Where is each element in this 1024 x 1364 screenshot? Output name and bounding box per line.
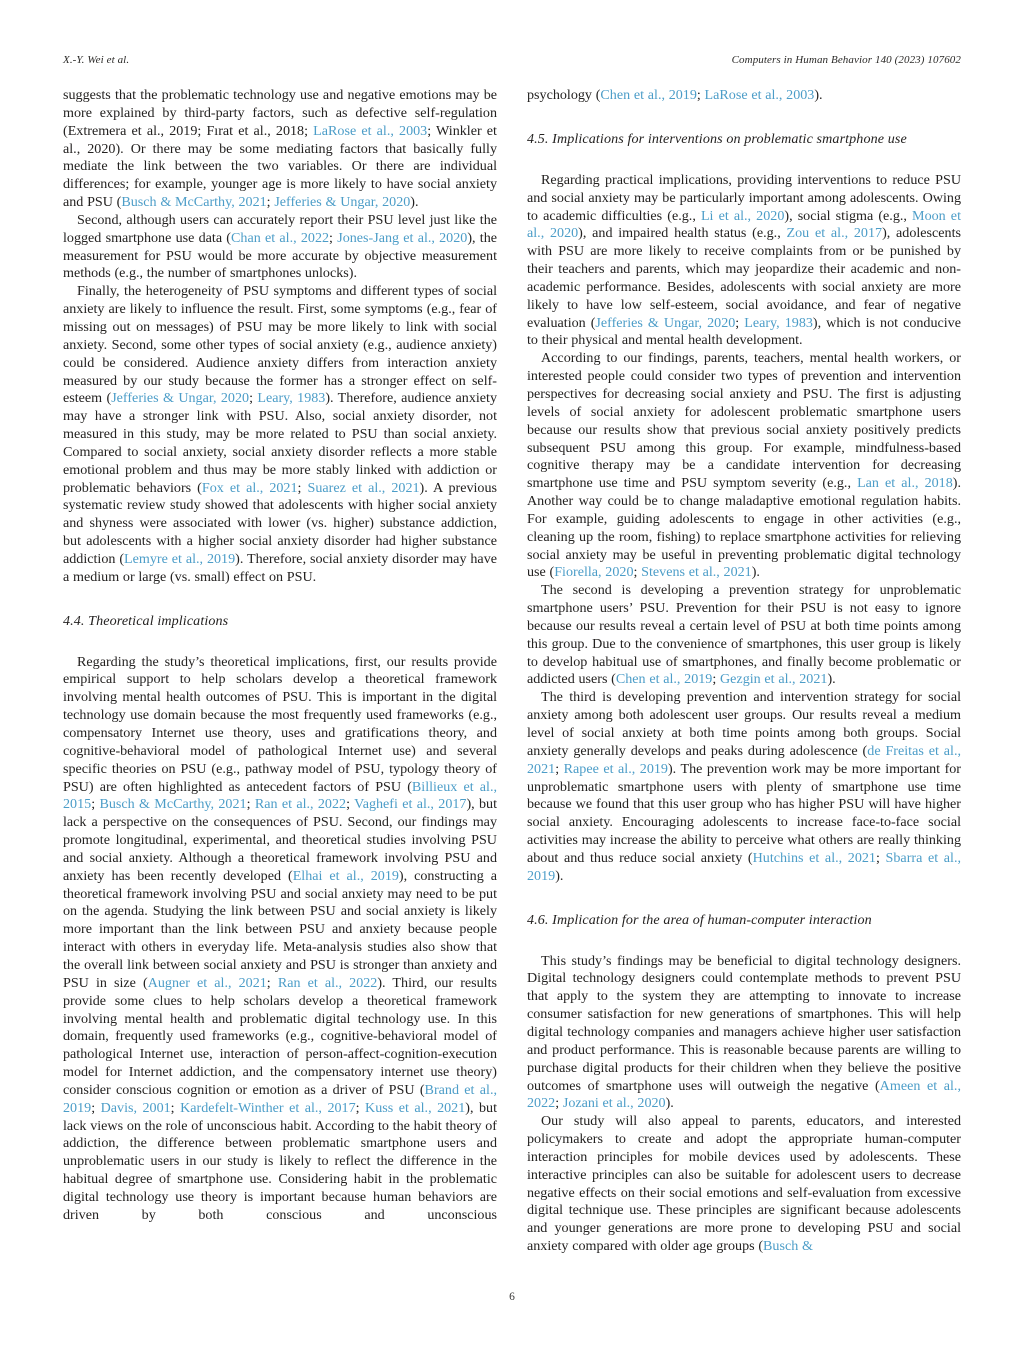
citation-link[interactable]: Fox et al., 2021 (201, 479, 298, 496)
paragraph: This study’s findings may be beneficial to digital technology designers. Digital technology designers could contemplate methods to prevent PSU that apply to the system they are attempting to innovate to increase consumer satisfaction for new generations of smartphones. This will help digital technology companies and managers achieve higher user satisfaction and product performance. This is reasonable because parents are willing to purchase digital products for their children when they believe the positive outcomes of smartphone uses will outweigh the negative (Ameen et al., 2022; Jozani et al., 2020). (527, 952, 961, 1112)
citation-link[interactable]: Kuss et al., 2021 (365, 1099, 466, 1116)
citation-link[interactable]: Jefferies & Ungar, 2020 (111, 390, 250, 407)
citation-link[interactable]: Busch & (763, 1238, 813, 1255)
citation-link[interactable]: Rapee et al., 2019 (563, 760, 668, 777)
citation-link[interactable]: Billieux et al., 2015 (63, 778, 498, 813)
section-heading: 4.6. Implication for the area of human-computer interaction (527, 911, 872, 928)
paragraph: Regarding the study’s theoretical implications, first, our results provide empirical support to help scholars develop a theoretical framework involving mental health outcomes of PSU. This is important in the digital technology use domain because the most frequently used frameworks (e.g., compensatory Internet use theory, uses and gratifications theory, and cognitive-behavioral model of pathological Internet use) and several specific theories on PSU (e.g., pathway model of PSU, typology theory of PSU) are often highlighted as antecedent factors of PSU (Billieux et al., 2015; Busch & McCarthy, 2021; Ran et al., 2022; Vaghefi et al., 2017), but lack a perspective on the consequences of PSU. Second, our findings may promote longitudinal, experimental, and theoretical studies involving PSU and social anxiety. Although a theoretical framework involving PSU and anxiety has been recently developed (Elhai et al., 2019), constructing a theoretical framework involving PSU and social anxiety may need to be put on the agenda. Studying the link between PSU and social anxiety is likely more important than the link between PSU and anxiety because people interact with others in everyday life. Meta-analysis studies also show that the overall link between social anxiety and PSU is stronger than anxiety and PSU in size (Augner et al., 2021; Ran et al., 2022). Third, our results provide some clues to help scholars develop a theoretical framework involving mental health and problematic digital technology use. In this domain, frequently used frameworks (e.g., cognitive-behavioral model of pathological Internet use, interaction of person-affect-cognition-execution model for Internet addiction, and the compensatory internet use theory) consider conscious cognition or emotion as a driver of PSU (Brand et al., 2019; Davis, 2001; Kardefelt-Winther et al., 2017; Kuss et al., 2021), but lack views on the role of unconscious habit. According to the habit theory of addiction, the difference between problematic smartphone users and unproblematic users in our study is likely to reflect the difference in the habitual degree of smartphone use. Considering habit in the problematic digital technology use theory is important because human behaviors are driven by both conscious and unconscious (63, 653, 498, 1223)
paragraph: According to our findings, parents, teachers, mental health workers, or interested people could consider two types of prevention and intervention perspectives for decreasing social anxiety and PSU. The first is adjusting levels of social anxiety for adolescent problematic smartphone users because our results show that previous social anxiety positively predicts subsequent PSU among this group. For example, mindfulness-based cognitive therapy may be a candidate intervention for decreasing smartphone use time and PSU symptom severity (e.g., Lan et al., 2018). Another way could be to change maladaptive emotional regulation habits. For example, guiding adolescents to engage in other activities (e.g., cleaning up the room, fishing) to replace smartphone activities for relieving social anxiety may be useful in preventing problematic digital technology use (Fiorella, 2020; Stevens et al., 2021). (527, 350, 961, 581)
citation-link[interactable]: LaRose et al., 2003 (313, 122, 428, 139)
citation-link[interactable]: Kardefelt-Winther et al., 2017 (180, 1099, 356, 1116)
page-header (63, 54, 961, 66)
page-number: 6 (509, 1291, 515, 1303)
citation-link[interactable]: Ran et al., 2022 (277, 974, 378, 991)
citation-link[interactable]: Ameen et al., 2022 (527, 1077, 961, 1112)
citation-link[interactable]: Busch & McCarthy, 2021 (99, 796, 247, 813)
citation-link[interactable]: Vaghefi et al., 2017 (354, 796, 467, 813)
citation-link[interactable]: de Freitas et al., 2021 (527, 742, 961, 777)
citation-link[interactable]: Chan et al., 2022 (231, 229, 330, 246)
page-footer (0, 1291, 1024, 1303)
citation-link[interactable]: Moon et al., 2020 (527, 207, 961, 242)
paragraph: Finally, the heterogeneity of PSU symptoms and different types of social anxiety are likely to influence the result. First, some symptoms (e.g., fear of missing out on messages) of PSU may be more likely to link with social anxiety. Second, some other types of social anxiety (e.g., audience anxiety) could be considered. Audience anxiety differs from interaction anxiety measured by our study because the former has a stronger effect on self-esteem (Jefferies & Ungar, 2020; Leary, 1983). Therefore, audience anxiety may have a stronger link with PSU. Also, social anxiety disorder, not measured in this study, may be more related to PSU than social anxiety. Compared to social anxiety, social anxiety disorder reflects a more stable emotional problem and thus may be more stably linked with addiction or problematic behaviors (Fox et al., 2021; Suarez et al., 2021). A previous systematic review study showed that adolescents with higher social anxiety and shyness were associated with lower (vs. higher) substance addiction, but adolescents with a higher social anxiety disorder had higher substance addiction (Lemyre et al., 2019). Therefore, social anxiety disorder may have a medium or large (vs. small) effect on PSU. (63, 283, 498, 585)
citation-link[interactable]: Ran et al., 2022 (254, 796, 347, 813)
citation-link[interactable]: Jozani et al., 2020 (562, 1095, 666, 1112)
citation-link[interactable]: Suarez et al., 2021 (307, 479, 420, 496)
citation-link[interactable]: Zou et al., 2017 (786, 225, 883, 242)
citation-link[interactable]: Gezgin et al., 2021 (720, 671, 828, 688)
citation-link[interactable]: Elhai et al., 2019 (292, 867, 399, 884)
citation-link[interactable]: Augner et al., 2021 (147, 974, 267, 991)
citation-link[interactable]: Jefferies & Ungar, 2020 (274, 194, 411, 211)
paragraph: suggests that the problematic technology use and negative emotions may be more explained by third-party factors, such as defective self-regulation (Extremera et al., 2019; Fırat et al., 2018; LaRose et al., 2003; Winkler et al., 2020). Or there may be some mediating factors that basically fully mediate the link between the two variables. Or there are individual differences; for example, younger age is more likely to have social anxiety and PSU (Busch & McCarthy, 2021; Jefferies & Ungar, 2020). (63, 87, 497, 211)
citation-link[interactable]: Brand et al., 2019 (63, 1081, 498, 1116)
citation-link[interactable]: Li et al., 2020 (700, 207, 785, 224)
paragraph: psychology (Chen et al., 2019; LaRose et al., 2003). (527, 87, 823, 103)
paragraph: Our study will also appeal to parents, educators, and interested policymakers to create and adopt the appropriate human-computer interaction principles for mobile devices used by adolescents. These interactive principles can also be suitable for adolescent users to decrease negative effects on their social emotions and self-evaluation from excessive digital technique use. These principles are significant because adolescents and younger generations are more prone to developing PSU and social anxiety compared with older age groups (Busch & (527, 1113, 961, 1255)
citation-link[interactable]: Lemyre et al., 2019 (124, 550, 236, 567)
citation-link[interactable]: Busch & McCarthy, 2021 (121, 194, 267, 211)
citation-link[interactable]: Leary, 1983 (744, 314, 813, 331)
citation-link[interactable]: Chen et al., 2019 (615, 671, 713, 688)
section-heading: 4.4. Theoretical implications (63, 612, 229, 629)
citation-link[interactable]: Jefferies & Ungar, 2020 (595, 314, 736, 331)
article-body (63, 87, 961, 1256)
citation-link[interactable]: Sbarra et al., 2019 (527, 849, 961, 884)
paragraph: The third is developing prevention and intervention strategy for social anxiety among both adolescent user groups. Our results reveal a medium level of social anxiety at both time points among both groups. Social anxiety generally develops and peaks during adolescence (de Freitas et al., 2021; Rapee et al., 2019). The prevention work may be more important for unproblematic smartphone users with plenty of smartphone use time because we found that this user group who has higher PSU will have higher social anxiety. Encouraging adolescents to increase face-to-face social activities may increase the ability to perceive what others are really thinking about and thus reduce social anxiety (Hutchins et al., 2021; Sbarra et al., 2019). (527, 689, 962, 884)
running-author: X.-Y. Wei et al. (63, 54, 130, 66)
paragraph: Regarding practical implications, providing interventions to reduce PSU and social anxiety may be particularly important among adolescents. Owing to academic difficulties (e.g., Li et al., 2020), social stigma (e.g., Moon et al., 2020), and impaired health status (e.g., Zou et al., 2017), adolescents with PSU are more likely to receive complaints from or be punished by their teachers and parents, which may jeopardize their academic and non-academic performance. Besides, adolescents with social anxiety are more likely to have low self-esteem, social avoidance, and fear of negative evaluation (Jefferies & Ungar, 2020; Leary, 1983), which is not conducive to their physical and mental health development. (527, 171, 962, 349)
citation-link[interactable]: LaRose et al., 2003 (704, 87, 815, 103)
citation-link[interactable]: Davis, 2001 (100, 1099, 171, 1116)
left-column (63, 87, 497, 1256)
right-column (527, 87, 961, 1256)
citation-link[interactable]: Hutchins et al., 2021 (752, 849, 876, 866)
citation-link[interactable]: Jones-Jang et al., 2020 (337, 229, 468, 246)
section-heading: 4.5. Implications for interventions on problematic smartphone use (527, 130, 907, 147)
paragraph: Second, although users can accurately report their PSU level just like the logged smartphone use data (Chan et al., 2022; Jones-Jang et al., 2020), the measurement for PSU would be more accurate by objective measurement methods (e.g., the number of smartphones unlocks). (63, 211, 497, 282)
paragraph: The second is developing a prevention strategy for unproblematic smartphone users’ PSU. Prevention for their PSU is not easy to ignore because our results reveal a certain level of PSU at both time points among this group. Due to the convenience of smartphones, this user group is likely to develop habitual use of smartphones, and finally become problematic or addicted users (Chen et al., 2019; Gezgin et al., 2021). (527, 582, 961, 688)
citation-link[interactable]: Stevens et al., 2021 (641, 564, 752, 581)
citation-link[interactable]: Lan et al., 2018 (857, 475, 953, 492)
citation-link[interactable]: Leary, 1983 (257, 390, 326, 407)
citation-link[interactable]: Fiorella, 2020 (554, 564, 634, 581)
running-journal-title: Computers in Human Behavior 140 (2023) 107602 (731, 54, 961, 66)
citation-link[interactable]: Chen et al., 2019 (600, 87, 697, 103)
